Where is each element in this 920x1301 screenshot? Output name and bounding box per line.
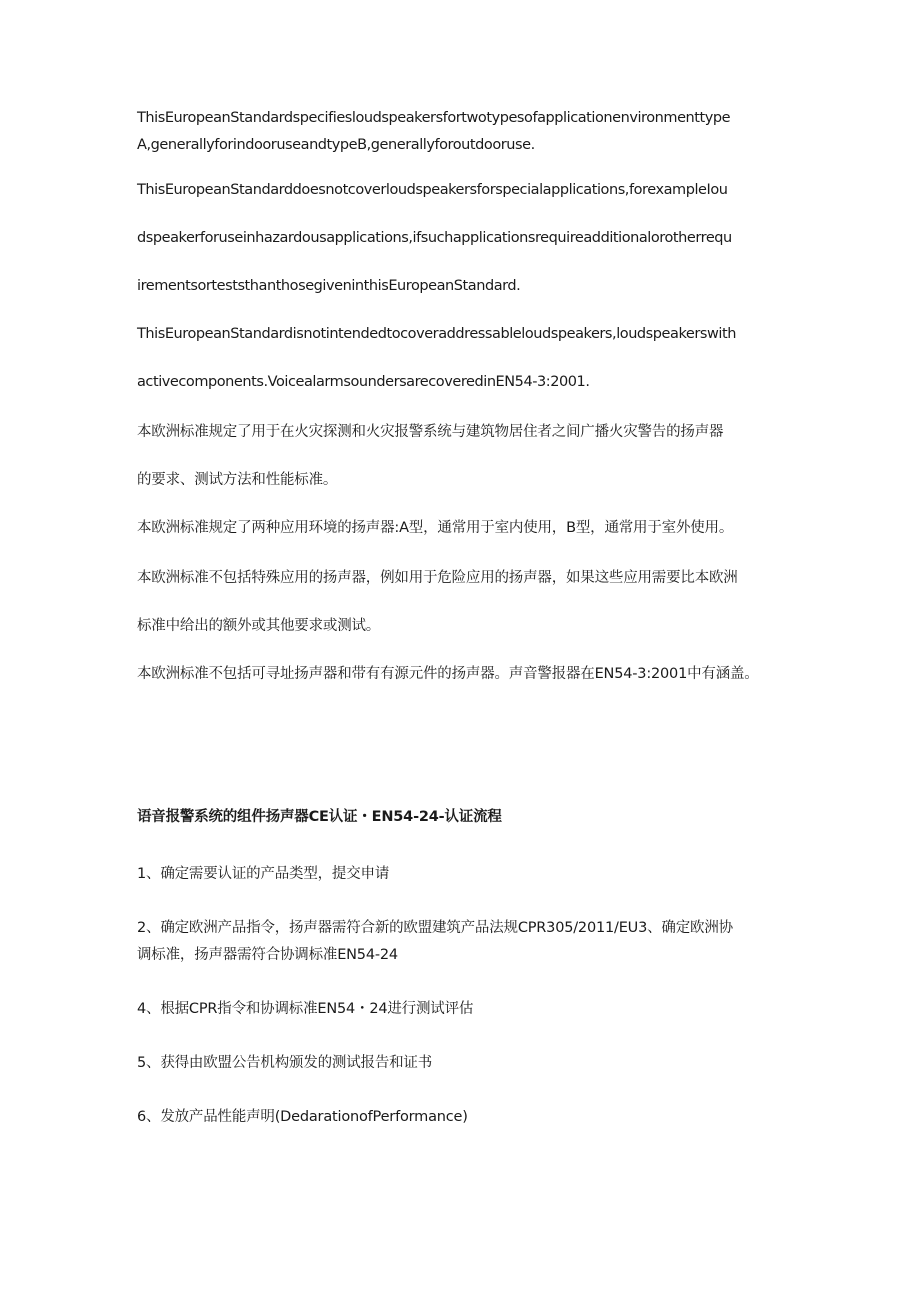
list-item: 4、根据CPR指令和协调标准EN54・24进行测试评估 <box>137 1001 474 1017</box>
paragraph-line: 本欧洲标准规定了用于在火灾探测和火灾报警系统与建筑物居住者之间广播火灾警告的扬声器 <box>137 424 724 440</box>
paragraph-line: irementsorteststhanthosegiveninthisEuropeanStandard. <box>137 278 521 294</box>
list-item: 5、获得由欧盟公告机构颁发的测试报告和证书 <box>137 1055 433 1071</box>
list-item: 2、确定欧洲产品指令，扬声器需符合新的欧盟建筑产品法规CPR305/2011/EU3、确定欧洲协 <box>137 920 733 936</box>
paragraph-line: 本欧洲标准规定了两种应用环境的扬声器:A型，通常用于室内使用，B型，通常用于室外使用。 <box>137 520 734 536</box>
paragraph-line: dspeakerforuseinhazardousapplications,ifsuchapplicationsrequireadditionalorotherrequ <box>137 230 732 246</box>
list-item: 6、发放产品性能声明(DedarationofPerformance) <box>137 1109 468 1125</box>
paragraph-line: ThisEuropeanStandarddoesnotcoverloudspeakersforspecialapplications,forexampleIou <box>137 182 728 198</box>
paragraph-line: ThisEuropeanStandardisnotintendedtocoveraddressableloudspeakers,loudspeakerswith <box>137 326 736 342</box>
paragraph-line: ThisEuropeanStandardspecifiesloudspeakersfortwotypesofapplicationenvironmenttype <box>137 110 731 126</box>
section-heading: 语音报警系统的组件扬声器CE认证・EN54-24-认证流程 <box>137 809 502 825</box>
list-item: 1、确定需要认证的产品类型，提交申请 <box>137 866 390 882</box>
paragraph-line: 本欧洲标准不包括特殊应用的扬声器，例如用于危险应用的扬声器，如果这些应用需要比本欧洲 <box>137 570 738 586</box>
paragraph-line: activecomponents.VoicealarmsoundersarecoveredinEN54-3:2001. <box>137 374 590 390</box>
paragraph-line: A,generallyforindooruseandtypeB,generallyforoutdooruse. <box>137 137 535 153</box>
paragraph-line: 本欧洲标准不包括可寻址扬声器和带有有源元件的扬声器。声音警报器在EN54-3:2001中有涵盖。 <box>137 666 759 682</box>
list-item: 调标准，扬声器需符合协调标准EN54-24 <box>137 947 398 963</box>
paragraph-line: 的要求、测试方法和性能标准。 <box>137 472 338 488</box>
paragraph-line: 标准中给出的额外或其他要求或测试。 <box>137 618 381 634</box>
